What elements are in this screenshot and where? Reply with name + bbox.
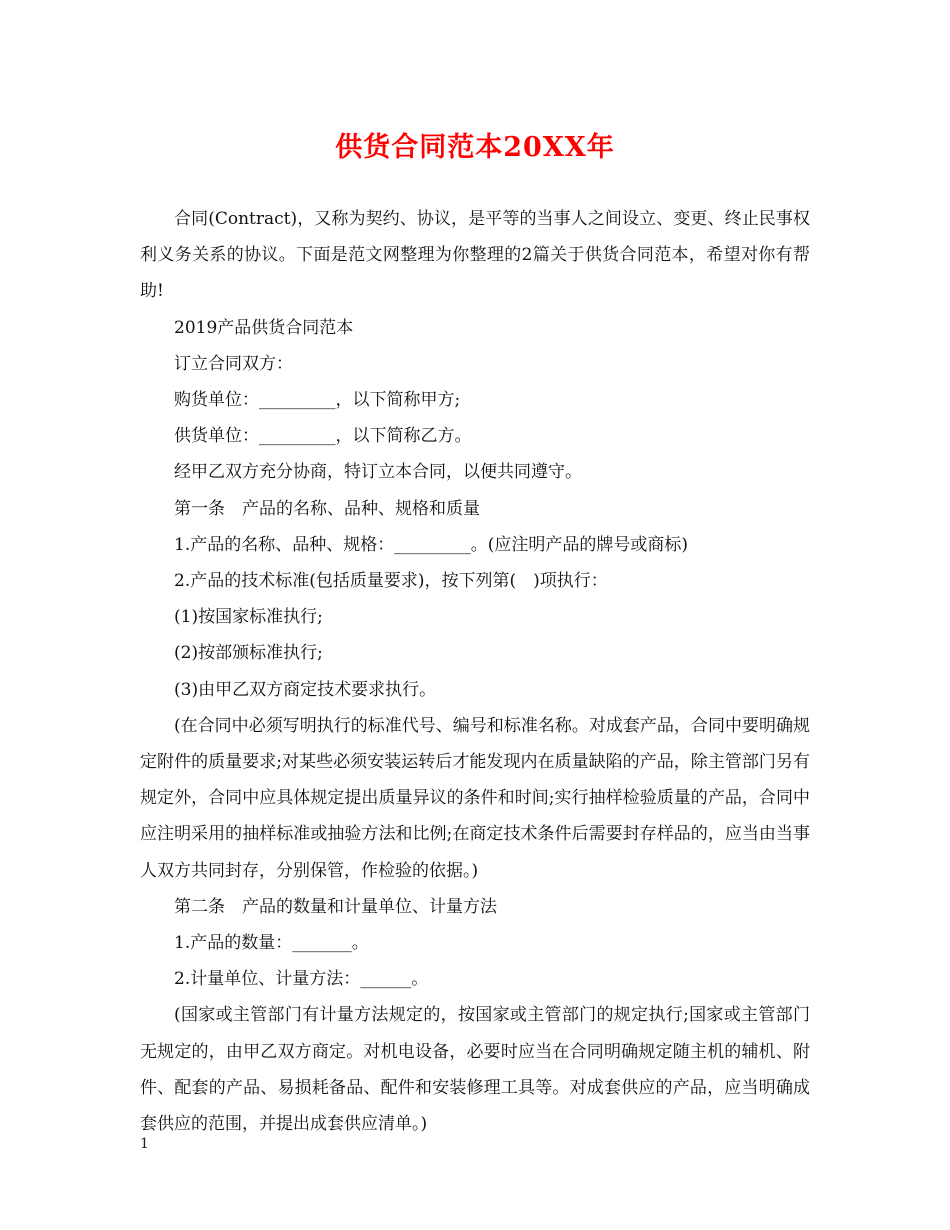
page-number: 1 <box>140 1136 149 1152</box>
article-1-option-3: (3)由甲乙双方商定技术要求执行。 <box>174 679 437 700</box>
article-1-item-2: 2.产品的技术标准(包括质量要求)，按下列第( )项执行： <box>174 571 608 592</box>
article-2-item-1: 1.产品的数量：_______。 <box>174 933 369 954</box>
document-body <box>140 201 810 1142</box>
document-title: 供货合同范本20XX年 <box>335 132 615 163</box>
article-1-heading: 第一条 产品的名称、品种、规格和质量 <box>174 498 480 519</box>
article-1-option-2: (2)按部颁标准执行; <box>174 643 323 664</box>
paragraph-intro: 合同(Contract)，又称为契约、协议，是平等的当事人之间设立、变更、终止民事权利义务关系的协议。下面是范文网整理为你整理的2篇关于供货合同范本，希望对你有帮助! <box>140 209 810 302</box>
paragraph-parties: 订立合同双方： <box>174 353 293 374</box>
paragraph-contract-heading: 2019产品供货合同范本 <box>174 317 354 338</box>
article-1-option-1: (1)按国家标准执行; <box>174 607 323 628</box>
paragraph-buyer: 购货单位：_________，以下简称甲方; <box>174 390 461 411</box>
article-2-item-2: 2.计量单位、计量方法：______。 <box>174 969 429 990</box>
article-2-note: (国家或主管部门有计量方法规定的，按国家或主管部门的规定执行;国家或主管部门无规定的，由甲乙双方商定。对机电设备，必要时应当在合同明确规定随主机的辅机、附件、配套的产品、易损耗备品、配件和安装修理工具等。对成套供应的产品，应当明确成套供应的范围，并提出成套供应清单。) <box>140 1005 810 1135</box>
article-1-item-1: 1.产品的名称、品种、规格：_________。(应注明产品的牌号或商标) <box>174 534 688 555</box>
paragraph-supplier: 供货单位：_________，以下简称乙方。 <box>174 426 472 447</box>
paragraph-agreement: 经甲乙双方充分协商，特订立本合同，以便共同遵守。 <box>174 462 582 483</box>
article-2-heading: 第二条 产品的数量和计量单位、计量方法 <box>174 896 497 917</box>
article-1-note: (在合同中必须写明执行的标准代号、编号和标准名称。对成套产品，合同中要明确规定附件的质量要求;对某些必须安装运转后才能发现内在质量缺陷的产品，除主管部门另有规定外，合同中应具体规定提出质量异议的条件和时间;实行抽样检验质量的产品，合同中应注明采用的抽样标准或抽验方法和比例;在商定技术条件后需要封存样品的，应当由当事人双方共同封存，分别保管，作检验的依据。) <box>140 715 810 881</box>
